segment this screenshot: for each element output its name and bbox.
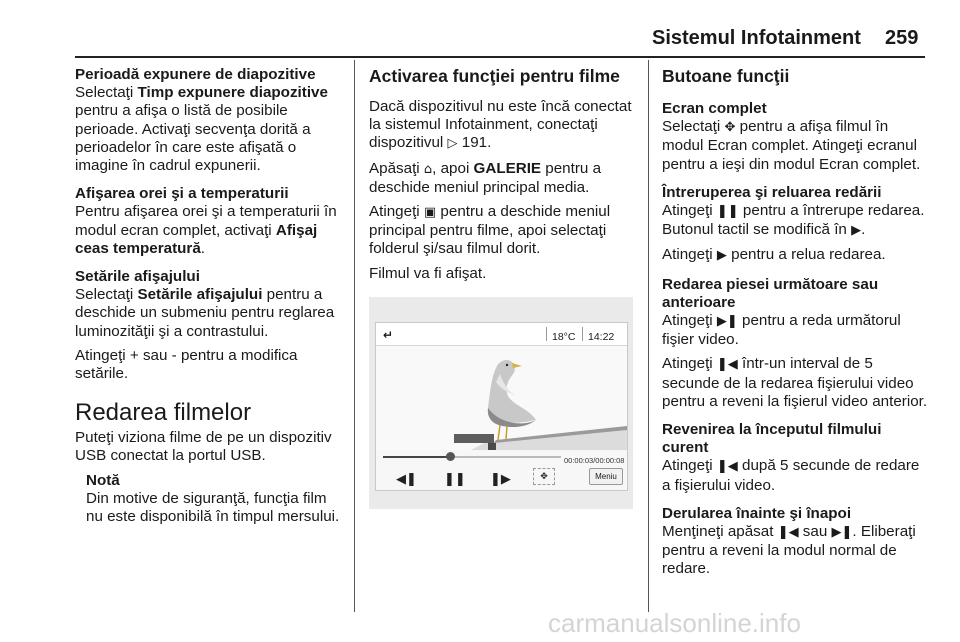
menu-button[interactable]: Meniu	[589, 468, 623, 485]
home-icon: ⌂	[423, 161, 433, 177]
menu-item-reference: Afişaj ceas temperatură	[75, 221, 318, 257]
paragraph-open-movies	[369, 203, 635, 259]
note-box	[86, 472, 343, 527]
fullscreen-icon[interactable]: ✥	[533, 468, 555, 485]
text: pentru a deschide meniul principal pentru filme, apoi selectaţi folderul şi/sau filmul dorit.	[369, 203, 611, 258]
divider	[582, 327, 583, 341]
heading-fast-forward-rewind: Derularea înainte şi înapoi	[662, 504, 852, 522]
paragraph-previous	[662, 355, 928, 411]
paragraph-connect-device	[369, 98, 635, 154]
paragraph-adjust-settings: Atingeţi + sau - pentru a modifica setările.	[75, 346, 298, 383]
column-right	[662, 66, 928, 579]
progress-knob[interactable]	[446, 452, 455, 461]
text: pentru a relua redarea.	[726, 246, 886, 264]
text: .	[200, 239, 206, 257]
play-icon: ▶	[716, 248, 727, 264]
paragraph-fullscreen	[662, 118, 928, 174]
text: Dacă dispozitivul nu este încă conectat la sistemul Infotainment, conectaţi dispozitivul	[369, 98, 632, 152]
photo-video-icon: ▣	[423, 205, 437, 221]
button-reference: GALERIE	[473, 159, 542, 177]
progress-track[interactable]	[383, 456, 561, 458]
video-frame[interactable]	[376, 346, 627, 450]
running-header-title: Sistemul Infotainment	[652, 27, 861, 49]
text: , apoi	[432, 159, 474, 177]
screen-status-bar	[376, 323, 627, 346]
text: sau	[798, 523, 828, 541]
previous-track-icon: ❚◀	[777, 525, 799, 541]
text: pentru a afişa filmul în modul Ecran complet. Atingeţi ecranul pentru a ieşi din modul Ecran complet.	[662, 118, 921, 173]
text: Atingeţi	[662, 202, 713, 220]
paragraph-display-settings	[75, 286, 343, 341]
text: Pentru afişarea orei şi a temperaturii în modul ecran complet, activaţi	[75, 203, 337, 239]
section-title-movies: Redarea filmelor	[75, 399, 252, 427]
next-track-icon: ▶❚	[831, 525, 853, 541]
menu-item-reference: Setările afişajului	[137, 286, 263, 304]
heading-display-settings: Setările afişajului	[75, 268, 200, 286]
text: Atingeţi	[369, 203, 420, 221]
page-reference-number: 191	[461, 134, 488, 152]
menu-item-reference: Timp expunere diapozitive	[137, 84, 328, 102]
text: . Eliberaţi pentru a reveni la modul normal de redare.	[662, 523, 916, 578]
text: Atingeţi	[662, 246, 713, 264]
paragraph-open-gallery	[369, 160, 635, 197]
text: pentru a deschide un submeniu pentru reglarea luminozităţii şi a contrastului.	[75, 286, 335, 340]
text: Selectaţi	[662, 118, 721, 136]
heading-fullscreen: Ecran complet	[662, 100, 767, 117]
paragraph-resume	[662, 246, 928, 265]
fullscreen-icon: ✥	[724, 120, 736, 136]
column-middle	[369, 66, 635, 509]
previous-track-icon: ❚◀	[716, 459, 738, 475]
column-left	[75, 66, 343, 526]
clock-readout: 14:22	[588, 330, 615, 343]
text: .	[861, 221, 866, 239]
previous-track-icon[interactable]: ◀❚	[396, 470, 417, 486]
heading-next-previous: Redarea piesei următoare sau anterioare	[662, 275, 879, 311]
paragraph-clock-temperature	[75, 203, 343, 258]
text: Selectaţi	[75, 286, 138, 304]
header-rule	[75, 56, 925, 58]
note-text: Din motive de siguranţă, funcţia film nu este disponibilă în timpul mersului.	[86, 489, 340, 526]
next-track-icon[interactable]: ❚▶	[490, 470, 511, 486]
text: .	[487, 134, 492, 152]
paragraph-next	[662, 312, 928, 349]
text: Apăsaţi	[369, 159, 420, 177]
text: pentru a afişa o listă de posibile perioade. Activaţi secvenţa dorită a perioadelor în care este afişată o imagine în cadrul expunerii.	[75, 102, 311, 175]
text: pentru a reda următorul fişier video.	[662, 312, 901, 349]
text: într-un interval de 5 secunde de la redarea fişierului video pentru a reveni la fişierul video anterior.	[662, 355, 928, 410]
paragraph-pause	[662, 202, 928, 240]
column-divider-1	[354, 60, 355, 612]
next-track-icon: ▶❚	[716, 314, 738, 330]
paragraph-restart-current	[662, 457, 928, 494]
back-icon[interactable]: ↵	[383, 327, 394, 342]
play-icon: ▶	[851, 223, 862, 239]
text: după 5 secunde de redare a fişierului video.	[662, 457, 920, 494]
heading-activate-movie: Activarea funcţiei pentru filme	[369, 66, 620, 86]
seagull-image	[376, 346, 627, 450]
heading-restart-current: Revenirea la începutul filmului curent	[662, 421, 882, 457]
screen-figure	[369, 297, 633, 509]
text: Selectaţi	[75, 84, 138, 102]
heading-slideshow-interval: Perioadă expunere de diapozitive	[75, 66, 316, 83]
column-divider-2	[648, 60, 649, 612]
text: Menţineţi apăsat	[662, 523, 774, 541]
text: pentru a întrerupe redarea. Butonul tactil se modifică în	[662, 202, 925, 239]
paragraph-slideshow-interval	[75, 84, 343, 175]
playback-timecode: 00:00:03/00:00:08	[564, 455, 625, 465]
text: Atingeţi	[662, 312, 713, 330]
paragraph-fast-forward-rewind	[662, 523, 928, 579]
heading-clock-temperature: Afişarea orei şi a temperaturii	[75, 185, 289, 203]
progress-fill	[383, 456, 451, 458]
heading-pause-resume: Întreruperea şi reluarea redării	[662, 183, 882, 201]
text: pentru a deschide meniul principal media.	[369, 159, 602, 196]
infotainment-screen	[375, 322, 628, 491]
heading-function-buttons: Butoane funcţii	[662, 66, 790, 86]
temperature-readout: 18°C	[552, 330, 576, 343]
note-title: Notă	[86, 471, 120, 489]
divider	[546, 327, 547, 341]
text: Atingeţi	[662, 355, 713, 373]
page-reference-icon: ▷	[447, 136, 458, 152]
watermark: carmanualsonline.info	[548, 608, 801, 638]
page-number: 259	[885, 27, 919, 49]
paragraph-movies-intro: Puteţi viziona filme de pe un dispozitiv USB conectat la portul USB.	[75, 429, 332, 465]
previous-track-icon: ❚◀	[716, 357, 738, 373]
pause-icon[interactable]: ❚❚	[444, 470, 466, 486]
paragraph-movie-shown: Filmul va fi afişat.	[369, 264, 487, 282]
pause-icon: ❚❚	[716, 204, 739, 220]
text: Atingeţi	[662, 457, 713, 475]
